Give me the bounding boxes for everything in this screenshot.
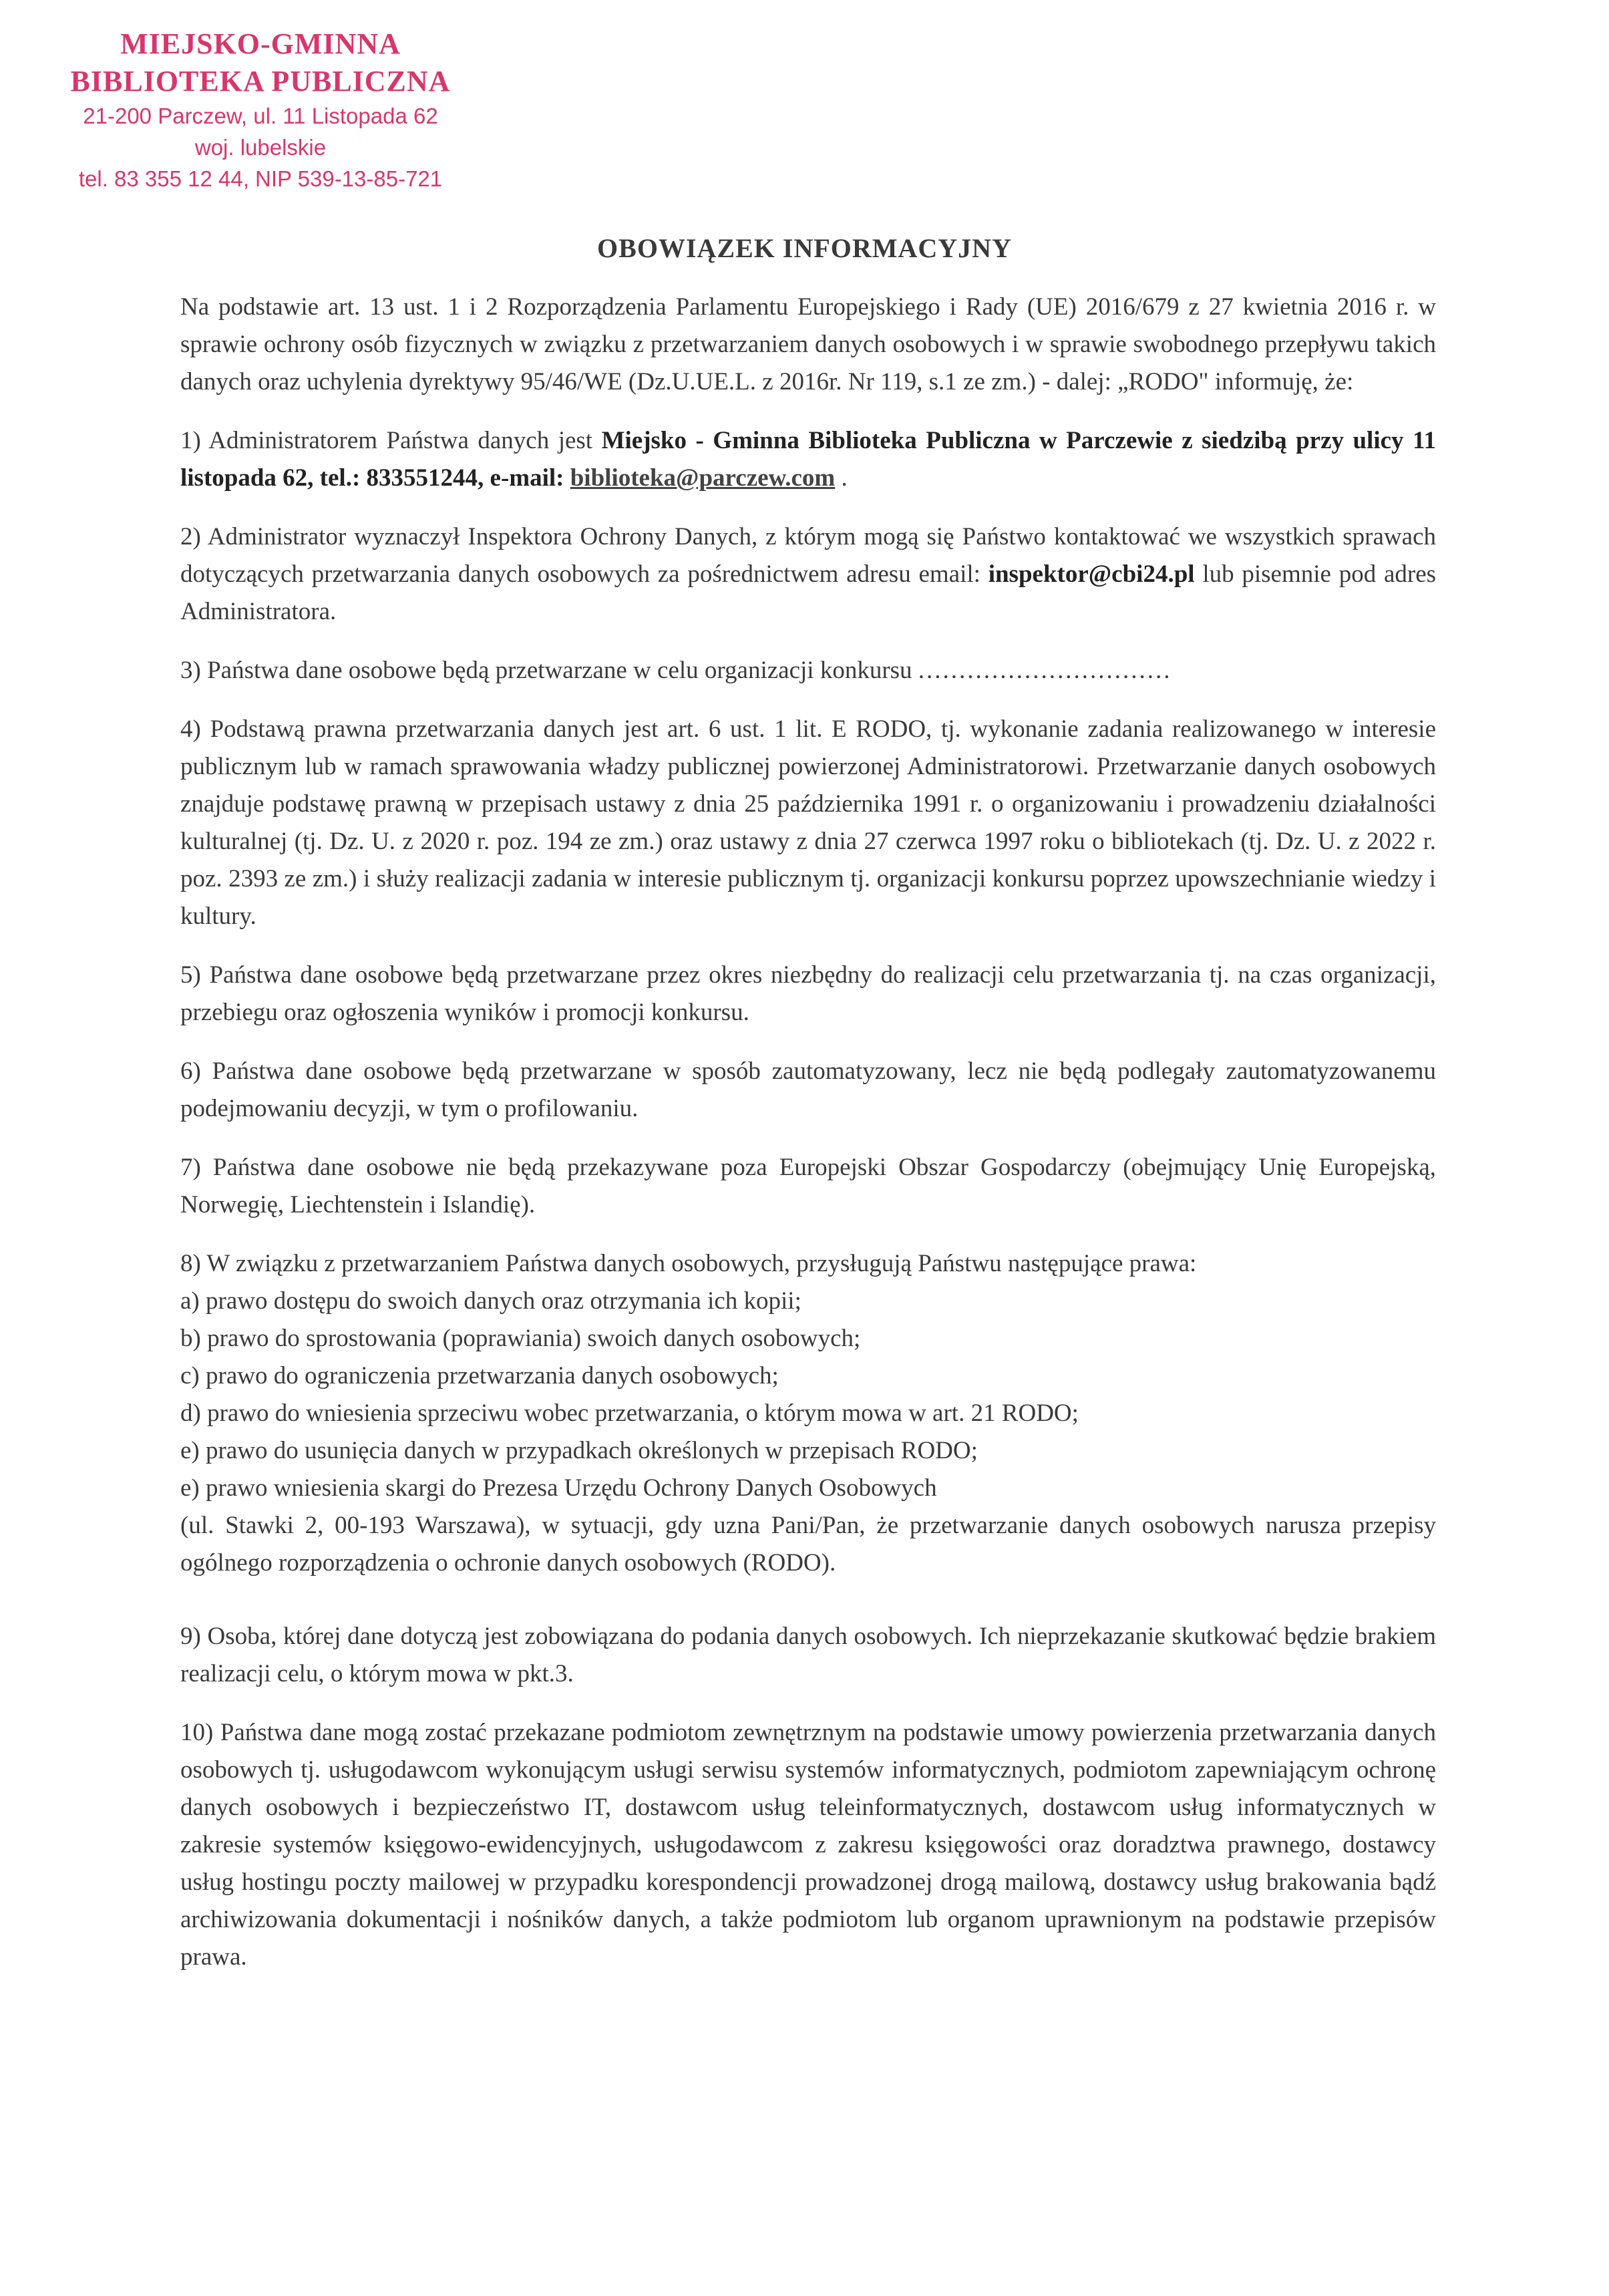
intro-paragraph: Na podstawie art. 13 ust. 1 i 2 Rozporządzenia Parlamentu Europejskiego i Rady (UE) 2016/679 z 27 kwietnia 2016 r. w sprawie ochrony osób fizycznych w związku z przetwarzaniem danych osobowych i w sprawie swobodnego przepływu takich danych oraz uchylenia dyrektywy 95/46/WE (Dz.U.UE.L. z 2016r. Nr 119, s.1 ze zm.) - dalej: „RODO" informuję, że: [180, 293, 1436, 395]
p1-suffix: . [841, 464, 848, 492]
p2-suffix: lub pisemnie pod adres Administratora. [180, 560, 1437, 625]
stamp-region: woj. lubelskie [194, 135, 327, 160]
paragraph-6: 6) Państwa dane osobowe będą przetwarzane w sposób zautomatyzowany, lecz nie będą podlegały zautomatyzowanemu podejmowaniu decyzji, w tym o profilowaniu. [180, 1057, 1436, 1122]
paragraph-9: 9) Osoba, której dane dotyczą jest zobowiązana do podania danych osobowych. Ich nieprzekazanie skutkować będzie brakiem realizacji celu, o którym mowa w pkt.3. [180, 1623, 1436, 1687]
document-body [180, 289, 1436, 1976]
library-header-stamp [47, 25, 474, 194]
p8-intro: 8) W związku z przetwarzaniem Państwa danych osobowych, przysługują Państwu następujące prawa: [180, 1250, 1197, 1277]
inspector-email: inspektor@cbi24.pl [988, 560, 1195, 588]
p3-text: 3) Państwa dane osobowe będą przetwarzane w celu organizacji konkursu [180, 657, 912, 684]
rights-list-item: e) prawo wniesienia skargi do Prezesa Urzędu Ochrony Danych Osobowych [180, 1474, 937, 1502]
paragraph-4: 4) Podstawą prawna przetwarzania danych jest art. 6 ust. 1 lit. E RODO, tj. wykonanie zadania realizowanego w interesie publicznym lub w ramach sprawowania władzy publicznej powierzonej Administratorowi. Przetwarzanie danych osobowych znajduje podstawę prawną w przepisach ustawy z dnia 25 października 1991 r. o organizowaniu i prowadzeniu działalności kulturalnej (tj. Dz. U. z 2020 r. poz. 194 ze zm.) oraz ustawy z dnia 27 czerwca 1997 roku o bibliotekach (tj. Dz. U. z 2022 r. poz. 2393 ze zm.) i służy realizacji zadania w interesie publicznym tj. organizacji konkursu poprzez upowszechnianie wiedzy i kultury. [180, 715, 1436, 930]
paragraph-5: 5) Państwa dane osobowe będą przetwarzane przez okres niezbędny do realizacji celu przetwarzania tj. na czas organizacji, przebiegu oraz ogłoszenia wyników i promocji konkursu. [180, 961, 1436, 1026]
paragraph-7: 7) Państwa dane osobowe nie będą przekazywane poza Europejski Obszar Gospodarczy (obejmujący Unię Europejską, Norwegię, Liechtenstein i Islandię). [180, 1154, 1436, 1218]
rights-list-item: c) prawo do ograniczenia przetwarzania danych osobowych; [180, 1362, 779, 1389]
rights-list-item: b) prawo do sprostowania (poprawiania) swoich danych osobowych; [180, 1325, 861, 1352]
paragraph-10: 10) Państwa dane mogą zostać przekazane podmiotom zewnętrznym na podstawie umowy powierzenia przetwarzania danych osobowych tj. usługodawcom wykonującym usługi serwisu systemów informatycznych, podmiotom zapewniającym ochronę danych osobowych i bezpieczeństwo IT, dostawcom usług teleinformatycznych, dostawcom usług informatycznych w zakresie systemów księgowo-ewidencyjnych, usługodawcom z zakresu księgowości oraz doradztwa prawnego, dostawcy usług hostingu poczty mailowej w przypadku korespondencji prowadzonej drogą mailową, dostawcy usług brakowania bądź archiwizowania dokumentacji i nośników danych, a także podmiotom lub organom uprawnionym na podstawie przepisów prawa. [180, 1719, 1436, 1971]
stamp-institution-line1: MIEJSKO-GMINNA [120, 27, 401, 60]
rights-list-item: a) prawo dostępu do swoich danych oraz otrzymania ich kopii; [180, 1287, 801, 1315]
paragraph-3 [180, 652, 1436, 689]
paragraph-8 [180, 1245, 1436, 1582]
rights-list-item: e) prawo do usunięcia danych w przypadkach określonych w przepisach RODO; [180, 1437, 978, 1464]
paragraph-1 [180, 422, 1436, 497]
library-email-link[interactable]: biblioteka@parczew.com [570, 464, 836, 492]
p1-prefix: 1) Administratorem Państwa danych jest [180, 427, 593, 454]
p8-address: (ul. Stawki 2, 00-193 Warszawa), w sytuacji, gdy uzna Pani/Pan, że przetwarzanie danych osobowych narusza przepisy ogólnego rozporządzenia o ochronie danych osobowych (RODO). [180, 1512, 1436, 1577]
p3-blank-dots: ............................... [918, 657, 1172, 684]
stamp-contact: tel. 83 355 12 44, NIP 539-13-85-721 [78, 166, 443, 191]
document-title: OBOWIĄZEK INFORMACYJNY [597, 233, 1012, 263]
paragraph-2 [180, 518, 1436, 631]
rights-list-item: d) prawo do wniesienia sprzeciwu wobec przetwarzania, o którym mowa w art. 21 RODO; [180, 1400, 1079, 1427]
p1-administrator-bold: Miejsko - Gminna Biblioteka Publiczna w Parczewie z siedzibą przy ulicy 11 listopada 62, tel.: 833551244, e-mail: [180, 427, 1436, 492]
stamp-institution-line2: BIBLIOTEKA PUBLICZNA [70, 65, 451, 98]
p2-text: 2) Administrator wyznaczył Inspektora Ochrony Danych, z którym mogą się Państwo kontaktować we wszystkich sprawach dotyczących przetwarzania danych osobowych za pośrednictwem adresu email: [180, 523, 1436, 588]
stamp-address: 21-200 Parczew, ul. 11 Listopada 62 [83, 104, 438, 128]
